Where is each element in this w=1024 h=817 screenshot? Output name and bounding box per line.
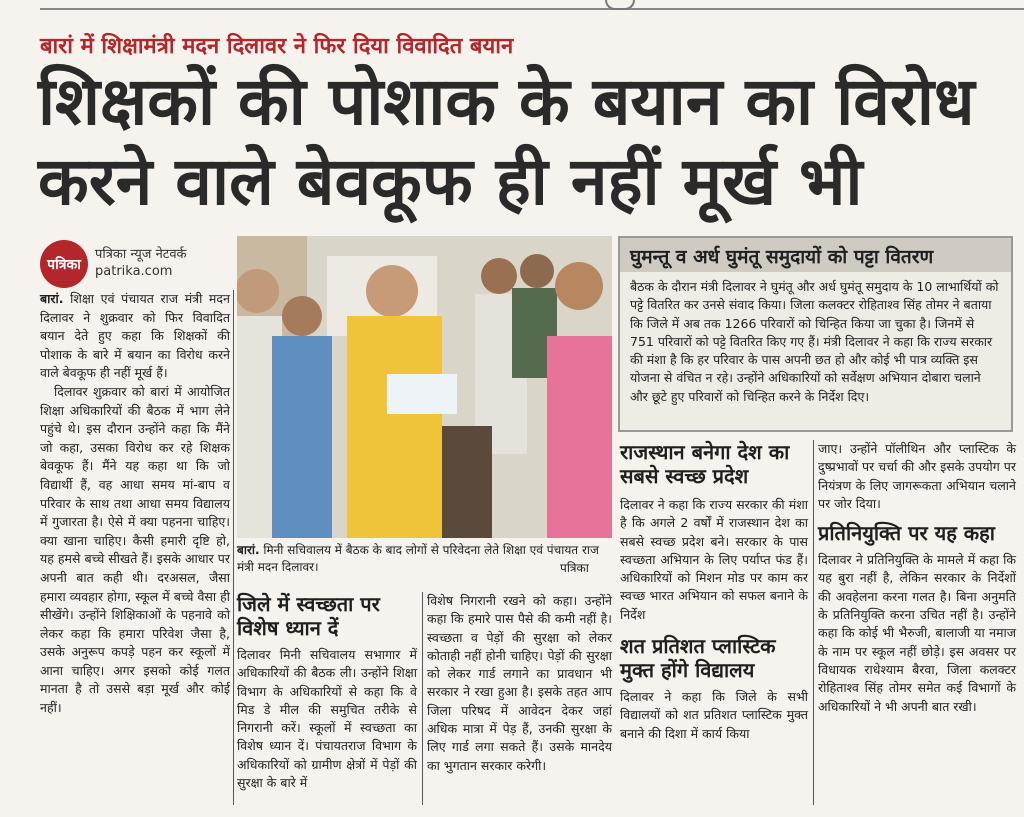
main-story-para-1 <box>40 290 230 383</box>
photo-caption <box>237 542 612 576</box>
kicker: बारां में शिक्षामंत्री मदन दिलावर ने फिर दिया विवादित बयान <box>40 34 514 59</box>
deputation-column <box>818 440 1016 716</box>
main-story <box>40 290 230 718</box>
headline <box>38 62 1018 222</box>
lease-box-title: घुमन्तू व अर्ध घुमंतू समुदायों को पट्टा वितरण <box>620 238 1011 272</box>
lease-box-body: बैठक के दौरान मंत्री दिलावर ने घुमंतू और अर्ध घुमंतू समुदाय के 10 लाभार्थियों को पट्टे वितरित कर उनसे संवाद किया। जिला कलक्टर रोहिताश्व सिंह तोमर ने बताया कि जिले में अब तक 1266 परिवारों को चिन्हित किया जा चुका है। जिनमें से 751 परिवारों को पट्टे वितरित किए गए हैं। मंत्री दिलावर ने कहा कि राज्य सरकार की मंशा है कि हर परिवार के पास अपनी छत हो और कोई भी पात्र व्यक्ति इस योजना से वंचित न रहे। उन्होंने अधिकारियों को सर्वेक्षण अभियान दोबारा चलाने और छूटे हुए परिवारों को चिन्हित करने के निर्देश दिए। <box>630 279 999 404</box>
clean-state-heading: राजस्थान बनेगा देश का सबसे स्वच्छ प्रदेश <box>620 440 790 488</box>
dateline: बारां. <box>40 291 64 306</box>
column-divider <box>233 290 234 805</box>
cleanliness-section <box>237 592 417 792</box>
patrika-logo: पत्रिका <box>40 240 88 288</box>
deputation-heading: प्रतिनियुक्ति पर यह कहा <box>818 521 995 546</box>
clean-state-body: दिलावर ने कहा कि राज्य सरकार की मंशा है कि अगले 2 वर्षों में राजस्थान देश का सबसे स्वच्छ प्रदेश बने। सरकार के पास स्वच्छता अभियान के लिए पर्याप्त फंड हैं। अधिकारियों को मिशन मोड पर काम कर स्वच्छ भारत अभियान को सफल बनाने के निर्देश <box>620 497 808 622</box>
headline-line-2: करने वाले बेवकूफ ही नहीं मूर्ख भी <box>38 143 863 220</box>
news-photo <box>237 236 612 538</box>
cleanliness-heading: जिले में स्वच्छता पर विशेष ध्यान दें <box>237 592 380 640</box>
cleanliness-continued <box>427 592 612 775</box>
cleanliness-body-a: दिलावर मिनी सचिवालय सभागार में अधिकारियों की बैठक ली। उन्होंने शिक्षा विभाग के अधिकारियों से कहा कि वे मिड डे मील की समुचित तरीके से निगरानी करें। स्कूलों में स्वच्छता का विशेष ध्यान दें। पंचायतराज विभाग के अधिकारियों को ग्रामीण क्षेत्रों में पेड़ों की सुरक्षा के बारे में <box>237 647 417 791</box>
caption-text: मिनी सचिवालय में बैठक के बाद लोगों से परिवेदना लेते शिक्षा एवं पंचायत राज मंत्री मदन दिलावर। <box>237 543 599 574</box>
plastic-continuation: जाए। उन्होंने पॉलीथिन और प्लास्टिक के दुष्प्रभावों पर चर्चा की और इसके उपयोग पर नियंत्रण के लिए जागरूकता अभियान चलाने पर जोर दिया। <box>818 441 1016 511</box>
photo-credit: पत्रिका <box>560 561 589 575</box>
headline-line-1: शिक्षकों की पोशाक के बयान का विरोध <box>38 63 975 140</box>
main-story-para-2: दिलावर शुक्रवार को बारां में आयोजित शिक्षा अधिकारियों की बैठक में भाग लेने पहुंचे थे। इस दौरान उन्होंने कहा कि मैंने जो कहा, उसका विरोध कर रहे शिक्षक बेवकूफ हैं। मैंने यह कहा था कि जो विद्यार्थी हैं, वह आधा समय मां-बाप व परिवार के साथ तथा आधा समय विद्यालय में गुजारता है। ऐसे में क्या पहनना चाहिए। क्या खाना चाहिए। कैसी हमारी दृष्टि हो, यह हमसे बच्चे सीखते हैं। इसके आधार पर अपनी बात कही थी। दरअसल, जैसा हमारा व्यवहार होगा, स्कूल में बच्चे वैसा ही सीखेंगे। उन्होंने शिक्षिकाओं के पहनावे को लेकर कहा कि हमारा परिवेश जैसा है, उसके अनुरूप कपड़े पहन कर स्कूलों में आना चाहिए। अगर इसको कोई गलत मानता है तो उससे बड़ा मूर्ख और कोई नहीं। <box>40 383 230 716</box>
byline-agency: पत्रिका न्यूज नेटवर्क <box>95 247 187 262</box>
column-divider <box>422 592 423 805</box>
column-divider <box>813 440 814 805</box>
lease-distribution-box <box>618 236 1013 432</box>
main-story-lead: शिक्षा एवं पंचायत राज मंत्री मदन दिलावर ने शुक्रवार को फिर विवादित बयान देते हुए कहा कि शिक्षकों की पोशाक के बारे में बयान का विरोध करने वाले बेवकूफ ही नहीं मूर्ख हैं। <box>40 291 230 381</box>
clean-state-column <box>620 440 808 743</box>
cleanliness-body-b: विशेष निगरानी रखने को कहा। उन्होंने कहा कि हमारे पास पैसे की कमी नहीं है। स्वच्छता व पेड़ों की सुरक्षा को लेकर कोताही नहीं होनी चाहिए। पेड़ों की सुरक्षा को लेकर गार्ड लगाने का प्रावधान भी सरकार ने रखा हुआ है। इसके तहत आप जिला परिषद में आवेदन देकर जहां अधिक मात्रा में पेड़ हैं, उनकी सुरक्षा के लिए गार्ड लगा सकते हैं। उसके मानदेय का भुगतान सरकार करेगी। <box>427 593 612 773</box>
plastic-body: दिलावर ने कहा कि जिले के सभी विद्यालयों को शत प्रतिशत प्लास्टिक मुक्त बनाने की दिशा में कार्य किया <box>620 689 808 741</box>
page-top-rule <box>40 8 1024 10</box>
byline-site: patrika.com <box>95 264 173 279</box>
deputation-body: दिलावर ने प्रतिनियुक्ति के मामले में कहा कि यह बुरा नहीं है, लेकिन सरकार के निर्देशों की अवहेलना करना गलत है। बिना अनुमति के प्रतिनियुक्ति करना उचित नहीं है। उन्होंने कहा कि कोई भी भैरुजी, बालाजी या नमाज के नाम पर स्कूल नहीं छोड़े। इस अवसर पर विधायक राधेश्याम बैरवा, जिला कलक्टर रोहिताश्व सिंह तोमर समेत कई विभागों के अधिकारियों ने भी अपनी बात रखी। <box>818 552 1016 714</box>
caption-dateline: बारां. <box>237 543 260 557</box>
plastic-heading: शत प्रतिशत प्लास्टिक मुक्त होंगे विद्यालय <box>620 634 776 683</box>
news-photo-illustration <box>237 236 612 538</box>
